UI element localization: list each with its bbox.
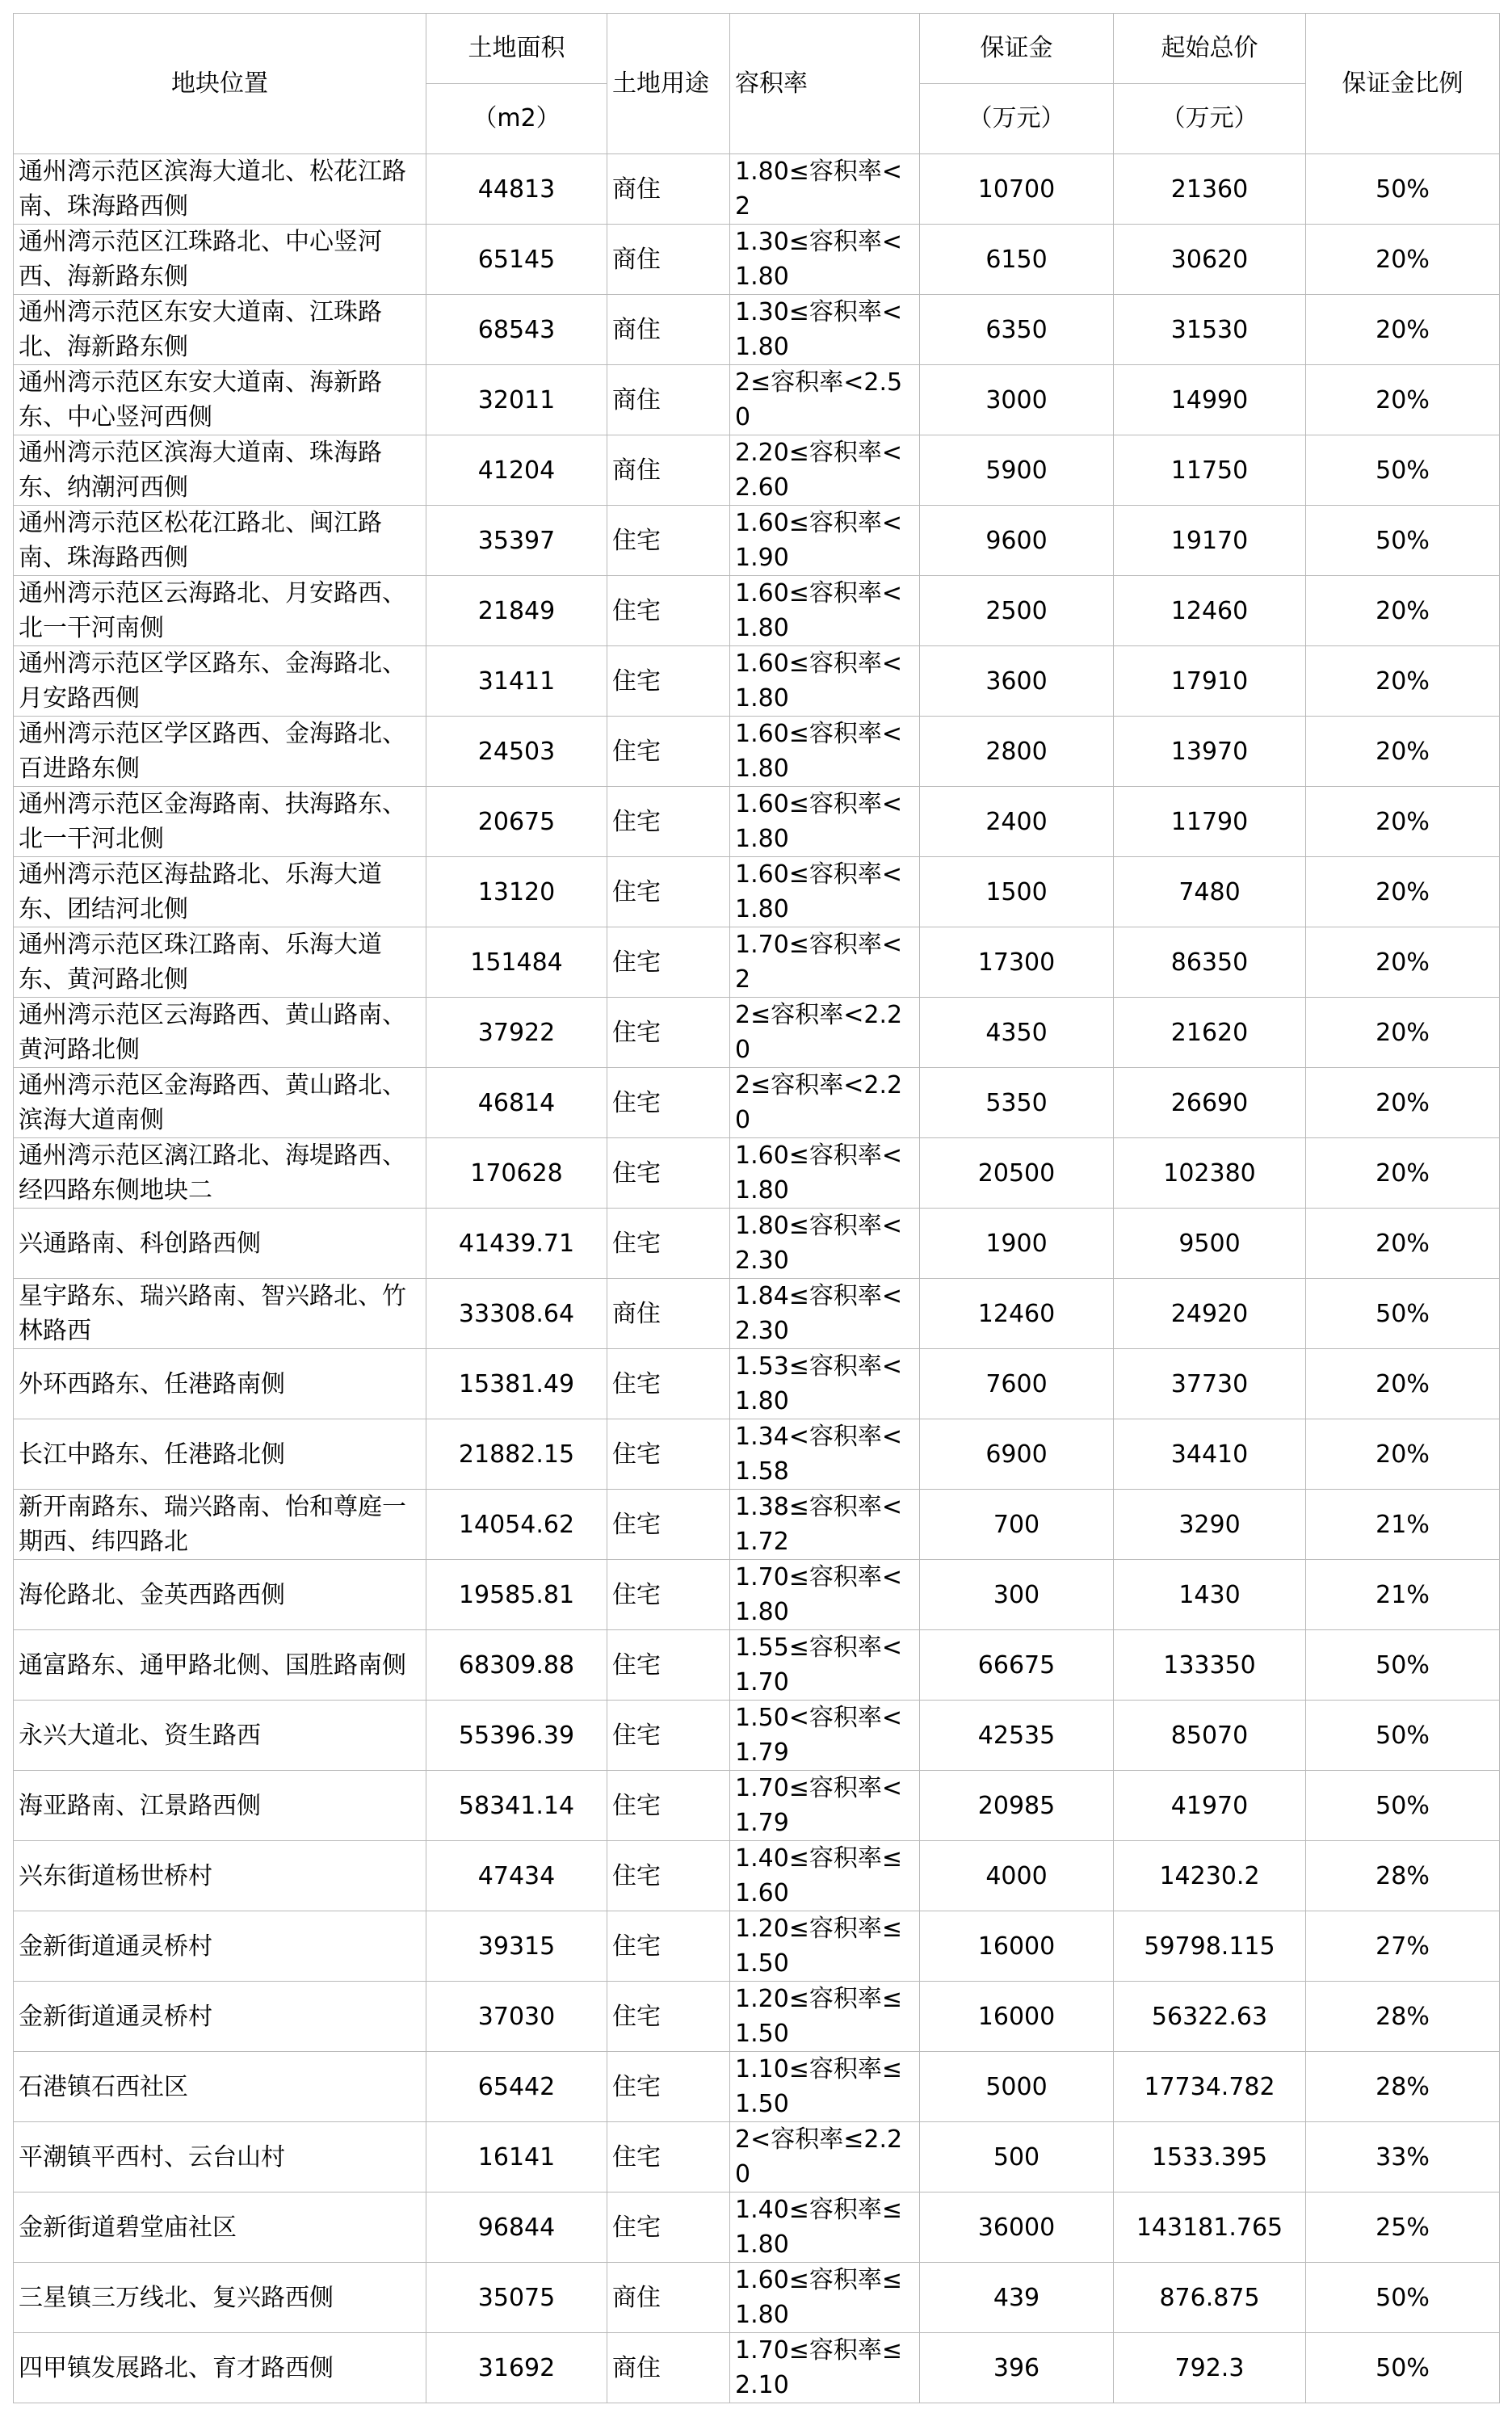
cell-location: 四甲镇发展路北、育才路西侧 [14,2333,426,2403]
cell-area: 47434 [426,1841,607,1911]
cell-far: 2≤容积率<2.20 [730,998,920,1068]
cell-deposit: 6150 [920,225,1114,295]
cell-far: 1.30≤容积率<1.80 [730,295,920,365]
cell-deposit: 9600 [920,506,1114,576]
cell-use: 商住 [607,154,730,225]
cell-location: 新开南路东、瑞兴路南、怡和尊庭一期西、纬四路北 [14,1490,426,1560]
cell-deposit: 1500 [920,857,1114,927]
cell-ratio: 50% [1306,1630,1500,1701]
table-row [14,1349,1500,1419]
table-row [14,1630,1500,1701]
cell-use: 住宅 [607,1419,730,1490]
table-row [14,295,1500,365]
cell-deposit: 3000 [920,365,1114,435]
table-row [14,2122,1500,2192]
cell-location: 永兴大道北、资生路西 [14,1701,426,1771]
header-location: 地块位置 [14,14,426,154]
cell-deposit: 6900 [920,1419,1114,1490]
cell-deposit: 10700 [920,154,1114,225]
cell-area: 13120 [426,857,607,927]
table-row [14,1279,1500,1349]
cell-area: 16141 [426,2122,607,2192]
table-row [14,506,1500,576]
cell-location: 平潮镇平西村、云台山村 [14,2122,426,2192]
cell-use: 住宅 [607,1841,730,1911]
cell-area: 15381.49 [426,1349,607,1419]
cell-far: 1.10≤容积率≤1.50 [730,2052,920,2122]
cell-area: 170628 [426,1138,607,1209]
cell-use: 住宅 [607,1138,730,1209]
cell-price: 133350 [1114,1630,1306,1701]
cell-deposit: 6350 [920,295,1114,365]
cell-far: 1.84≤容积率<2.30 [730,1279,920,1349]
cell-ratio: 50% [1306,2333,1500,2403]
cell-price: 34410 [1114,1419,1306,1490]
cell-price: 31530 [1114,295,1306,365]
table-row [14,1911,1500,1982]
cell-use: 住宅 [607,1209,730,1279]
cell-area: 14054.62 [426,1490,607,1560]
cell-location: 通州湾示范区东安大道南、江珠路北、海新路东侧 [14,295,426,365]
header-deposit [920,14,1114,154]
cell-far: 1.60≤容积率<1.80 [730,646,920,717]
table-row [14,435,1500,506]
cell-area: 21849 [426,576,607,646]
cell-price: 7480 [1114,857,1306,927]
cell-use: 住宅 [607,2052,730,2122]
cell-ratio: 20% [1306,717,1500,787]
cell-ratio: 20% [1306,787,1500,857]
cell-area: 151484 [426,927,607,998]
cell-area: 65442 [426,2052,607,2122]
cell-deposit: 439 [920,2263,1114,2333]
cell-location: 通州湾示范区金海路南、扶海路东、北一干河北侧 [14,787,426,857]
cell-deposit: 17300 [920,927,1114,998]
cell-price: 86350 [1114,927,1306,998]
cell-far: 1.70≤容积率<1.79 [730,1771,920,1841]
cell-area: 39315 [426,1911,607,1982]
cell-area: 44813 [426,154,607,225]
cell-location: 长江中路东、任港路北侧 [14,1419,426,1490]
cell-ratio: 50% [1306,1701,1500,1771]
cell-location: 通州湾示范区东安大道南、海新路东、中心竖河西侧 [14,365,426,435]
cell-location: 通州湾示范区海盐路北、乐海大道东、团结河北侧 [14,857,426,927]
cell-far: 1.50<容积率<1.79 [730,1701,920,1771]
cell-price: 12460 [1114,576,1306,646]
cell-price: 41970 [1114,1771,1306,1841]
header-price [1114,14,1306,154]
cell-use: 住宅 [607,1982,730,2052]
cell-location: 通州湾示范区云海路北、月安路西、北一干河南侧 [14,576,426,646]
cell-far: 1.60≤容积率<1.80 [730,857,920,927]
cell-ratio: 25% [1306,2192,1500,2263]
cell-price: 85070 [1114,1701,1306,1771]
cell-far: 2.20≤容积率<2.60 [730,435,920,506]
cell-price: 17910 [1114,646,1306,717]
cell-price: 792.3 [1114,2333,1306,2403]
cell-location: 金新街道通灵桥村 [14,1982,426,2052]
cell-ratio: 28% [1306,1982,1500,2052]
cell-area: 20675 [426,787,607,857]
table-row [14,998,1500,1068]
table-row [14,1209,1500,1279]
cell-location: 金新街道通灵桥村 [14,1911,426,1982]
cell-area: 68543 [426,295,607,365]
cell-price: 56322.63 [1114,1982,1306,2052]
cell-ratio: 20% [1306,225,1500,295]
cell-use: 住宅 [607,927,730,998]
cell-location: 海亚路南、江景路西侧 [14,1771,426,1841]
cell-use: 住宅 [607,506,730,576]
header-price-label: 起始总价 [1161,34,1258,62]
cell-far: 1.60≤容积率<1.90 [730,506,920,576]
cell-location: 通州湾示范区云海路西、黄山路南、黄河路北侧 [14,998,426,1068]
header-area-unit: （m2） [426,83,607,153]
cell-use: 住宅 [607,576,730,646]
table-row [14,225,1500,295]
cell-far: 1.70≤容积率<1.80 [730,1560,920,1630]
cell-use: 商住 [607,1279,730,1349]
cell-deposit: 20985 [920,1771,1114,1841]
header-far: 容积率 [730,14,920,154]
cell-price: 102380 [1114,1138,1306,1209]
cell-price: 11790 [1114,787,1306,857]
cell-use: 商住 [607,435,730,506]
cell-ratio: 28% [1306,2052,1500,2122]
cell-use: 住宅 [607,857,730,927]
cell-deposit: 2400 [920,787,1114,857]
cell-deposit: 12460 [920,1279,1114,1349]
cell-location: 通州湾示范区学区路西、金海路北、百进路东侧 [14,717,426,787]
cell-deposit: 36000 [920,2192,1114,2263]
cell-far: 2≤容积率<2.20 [730,1068,920,1138]
cell-use: 商住 [607,225,730,295]
cell-use: 住宅 [607,1911,730,1982]
cell-price: 26690 [1114,1068,1306,1138]
cell-location: 通州湾示范区江珠路北、中心竖河西、海新路东侧 [14,225,426,295]
cell-price: 21360 [1114,154,1306,225]
table-row [14,1419,1500,1490]
cell-use: 住宅 [607,1630,730,1701]
cell-location: 三星镇三万线北、复兴路西侧 [14,2263,426,2333]
cell-ratio: 20% [1306,998,1500,1068]
cell-ratio: 50% [1306,1279,1500,1349]
cell-deposit: 42535 [920,1701,1114,1771]
table-header [14,14,1500,154]
cell-price: 19170 [1114,506,1306,576]
cell-deposit: 5350 [920,1068,1114,1138]
header-price-unit: （万元） [1114,83,1306,153]
cell-far: 1.60≤容积率<1.80 [730,1138,920,1209]
cell-far: 1.38≤容积率<1.72 [730,1490,920,1560]
cell-far: 1.80≤容积率<2.30 [730,1209,920,1279]
table-row [14,927,1500,998]
cell-price: 1533.395 [1114,2122,1306,2192]
cell-far: 1.70≤容积率<2 [730,927,920,998]
cell-price: 3290 [1114,1490,1306,1560]
table-row [14,1701,1500,1771]
cell-ratio: 20% [1306,576,1500,646]
cell-area: 37030 [426,1982,607,2052]
cell-area: 37922 [426,998,607,1068]
cell-use: 住宅 [607,1490,730,1560]
table-row [14,1068,1500,1138]
cell-use: 住宅 [607,1771,730,1841]
table-row [14,1841,1500,1911]
cell-use: 住宅 [607,2192,730,2263]
cell-price: 59798.115 [1114,1911,1306,1982]
cell-price: 24920 [1114,1279,1306,1349]
cell-use: 住宅 [607,1560,730,1630]
cell-price: 13970 [1114,717,1306,787]
cell-far: 1.20≤容积率≤1.50 [730,1911,920,1982]
cell-price: 143181.765 [1114,2192,1306,2263]
table-row [14,1982,1500,2052]
cell-area: 68309.88 [426,1630,607,1701]
table-body [14,154,1500,2403]
cell-ratio: 20% [1306,1349,1500,1419]
cell-area: 58341.14 [426,1771,607,1841]
cell-ratio: 20% [1306,365,1500,435]
cell-area: 55396.39 [426,1701,607,1771]
cell-location: 通富路东、通甲路北侧、国胜路南侧 [14,1630,426,1701]
cell-deposit: 300 [920,1560,1114,1630]
cell-deposit: 5000 [920,2052,1114,2122]
cell-location: 通州湾示范区金海路西、黄山路北、滨海大道南侧 [14,1068,426,1138]
cell-ratio: 28% [1306,1841,1500,1911]
cell-use: 商住 [607,2333,730,2403]
cell-location: 通州湾示范区学区路东、金海路北、月安路西侧 [14,646,426,717]
cell-location: 通州湾示范区滨海大道南、珠海路东、纳潮河西侧 [14,435,426,506]
cell-far: 2<容积率≤2.20 [730,2122,920,2192]
table-row [14,365,1500,435]
cell-ratio: 20% [1306,295,1500,365]
header-ratio: 保证金比例 [1306,14,1500,154]
cell-deposit: 500 [920,2122,1114,2192]
cell-deposit: 2500 [920,576,1114,646]
table-row [14,2333,1500,2403]
cell-price: 14990 [1114,365,1306,435]
cell-deposit: 3600 [920,646,1114,717]
cell-location: 石港镇石西社区 [14,2052,426,2122]
cell-far: 1.55≤容积率<1.70 [730,1630,920,1701]
cell-deposit: 1900 [920,1209,1114,1279]
cell-area: 35397 [426,506,607,576]
cell-ratio: 50% [1306,435,1500,506]
cell-far: 1.30≤容积率<1.80 [730,225,920,295]
cell-use: 住宅 [607,998,730,1068]
cell-area: 96844 [426,2192,607,2263]
cell-deposit: 7600 [920,1349,1114,1419]
table-row [14,857,1500,927]
cell-area: 41204 [426,435,607,506]
cell-use: 住宅 [607,1701,730,1771]
cell-price: 21620 [1114,998,1306,1068]
cell-area: 46814 [426,1068,607,1138]
table-row [14,787,1500,857]
cell-price: 17734.782 [1114,2052,1306,2122]
header-use: 土地用途 [607,14,730,154]
table-row [14,646,1500,717]
cell-use: 住宅 [607,1349,730,1419]
cell-location: 金新街道碧堂庙社区 [14,2192,426,2263]
cell-far: 1.60≤容积率≤1.80 [730,2263,920,2333]
table-row [14,717,1500,787]
cell-area: 24503 [426,717,607,787]
header-deposit-unit: （万元） [920,83,1114,153]
cell-deposit: 2800 [920,717,1114,787]
cell-deposit: 16000 [920,1911,1114,1982]
cell-deposit: 4350 [920,998,1114,1068]
cell-area: 32011 [426,365,607,435]
cell-ratio: 20% [1306,857,1500,927]
cell-use: 商住 [607,295,730,365]
cell-far: 1.80≤容积率<2 [730,154,920,225]
cell-location: 外环西路东、任港路南侧 [14,1349,426,1419]
cell-area: 65145 [426,225,607,295]
cell-far: 1.20≤容积率≤1.50 [730,1982,920,2052]
header-area-label: 土地面积 [468,34,565,62]
cell-location: 通州湾示范区珠江路南、乐海大道东、黄河路北侧 [14,927,426,998]
cell-location: 兴通路南、科创路西侧 [14,1209,426,1279]
cell-far: 2≤容积率<2.50 [730,365,920,435]
cell-area: 33308.64 [426,1279,607,1349]
table-row [14,1771,1500,1841]
header-area [426,14,607,154]
cell-use: 住宅 [607,1068,730,1138]
cell-location: 通州湾示范区松花江路北、闽江路南、珠海路西侧 [14,506,426,576]
table-row [14,2192,1500,2263]
cell-ratio: 20% [1306,646,1500,717]
cell-area: 41439.71 [426,1209,607,1279]
cell-price: 37730 [1114,1349,1306,1419]
cell-location: 兴东街道杨世桥村 [14,1841,426,1911]
cell-use: 住宅 [607,2122,730,2192]
cell-far: 1.60≤容积率<1.80 [730,717,920,787]
cell-location: 星宇路东、瑞兴路南、智兴路北、竹林路西 [14,1279,426,1349]
table-row [14,1138,1500,1209]
cell-ratio: 50% [1306,1771,1500,1841]
cell-use: 住宅 [607,646,730,717]
cell-area: 21882.15 [426,1419,607,1490]
cell-far: 1.34<容积率<1.58 [730,1419,920,1490]
table-row [14,576,1500,646]
land-parcel-table [13,13,1499,2403]
cell-far: 1.40≤容积率≤1.60 [730,1841,920,1911]
cell-ratio: 20% [1306,1068,1500,1138]
cell-far: 1.70≤容积率≤2.10 [730,2333,920,2403]
cell-area: 31692 [426,2333,607,2403]
cell-far: 1.40≤容积率≤1.80 [730,2192,920,2263]
cell-price: 876.875 [1114,2263,1306,2333]
cell-location: 海伦路北、金英西路西侧 [14,1560,426,1630]
cell-far: 1.60≤容积率<1.80 [730,787,920,857]
cell-far: 1.53≤容积率<1.80 [730,1349,920,1419]
table-row [14,1490,1500,1560]
cell-price: 9500 [1114,1209,1306,1279]
cell-deposit: 700 [920,1490,1114,1560]
cell-deposit: 66675 [920,1630,1114,1701]
cell-ratio: 33% [1306,2122,1500,2192]
cell-deposit: 5900 [920,435,1114,506]
cell-use: 住宅 [607,787,730,857]
cell-deposit: 4000 [920,1841,1114,1911]
cell-use: 商住 [607,365,730,435]
data-table [13,13,1500,2403]
cell-price: 11750 [1114,435,1306,506]
cell-ratio: 20% [1306,1138,1500,1209]
table-row [14,154,1500,225]
cell-ratio: 20% [1306,927,1500,998]
cell-ratio: 20% [1306,1209,1500,1279]
cell-price: 30620 [1114,225,1306,295]
table-row [14,2263,1500,2333]
cell-use: 商住 [607,2263,730,2333]
cell-location: 通州湾示范区漓江路北、海堤路西、经四路东侧地块二 [14,1138,426,1209]
cell-ratio: 27% [1306,1911,1500,1982]
cell-price: 14230.2 [1114,1841,1306,1911]
cell-far: 1.60≤容积率<1.80 [730,576,920,646]
cell-use: 住宅 [607,717,730,787]
cell-deposit: 396 [920,2333,1114,2403]
cell-ratio: 20% [1306,1419,1500,1490]
table-row [14,1560,1500,1630]
cell-area: 35075 [426,2263,607,2333]
cell-deposit: 20500 [920,1138,1114,1209]
cell-ratio: 21% [1306,1560,1500,1630]
cell-deposit: 16000 [920,1982,1114,2052]
cell-ratio: 50% [1306,506,1500,576]
cell-area: 19585.81 [426,1560,607,1630]
cell-ratio: 50% [1306,2263,1500,2333]
table-row [14,2052,1500,2122]
cell-area: 31411 [426,646,607,717]
cell-ratio: 21% [1306,1490,1500,1560]
cell-location: 通州湾示范区滨海大道北、松花江路南、珠海路西侧 [14,154,426,225]
cell-price: 1430 [1114,1560,1306,1630]
cell-ratio: 50% [1306,154,1500,225]
header-deposit-label: 保证金 [980,34,1053,62]
